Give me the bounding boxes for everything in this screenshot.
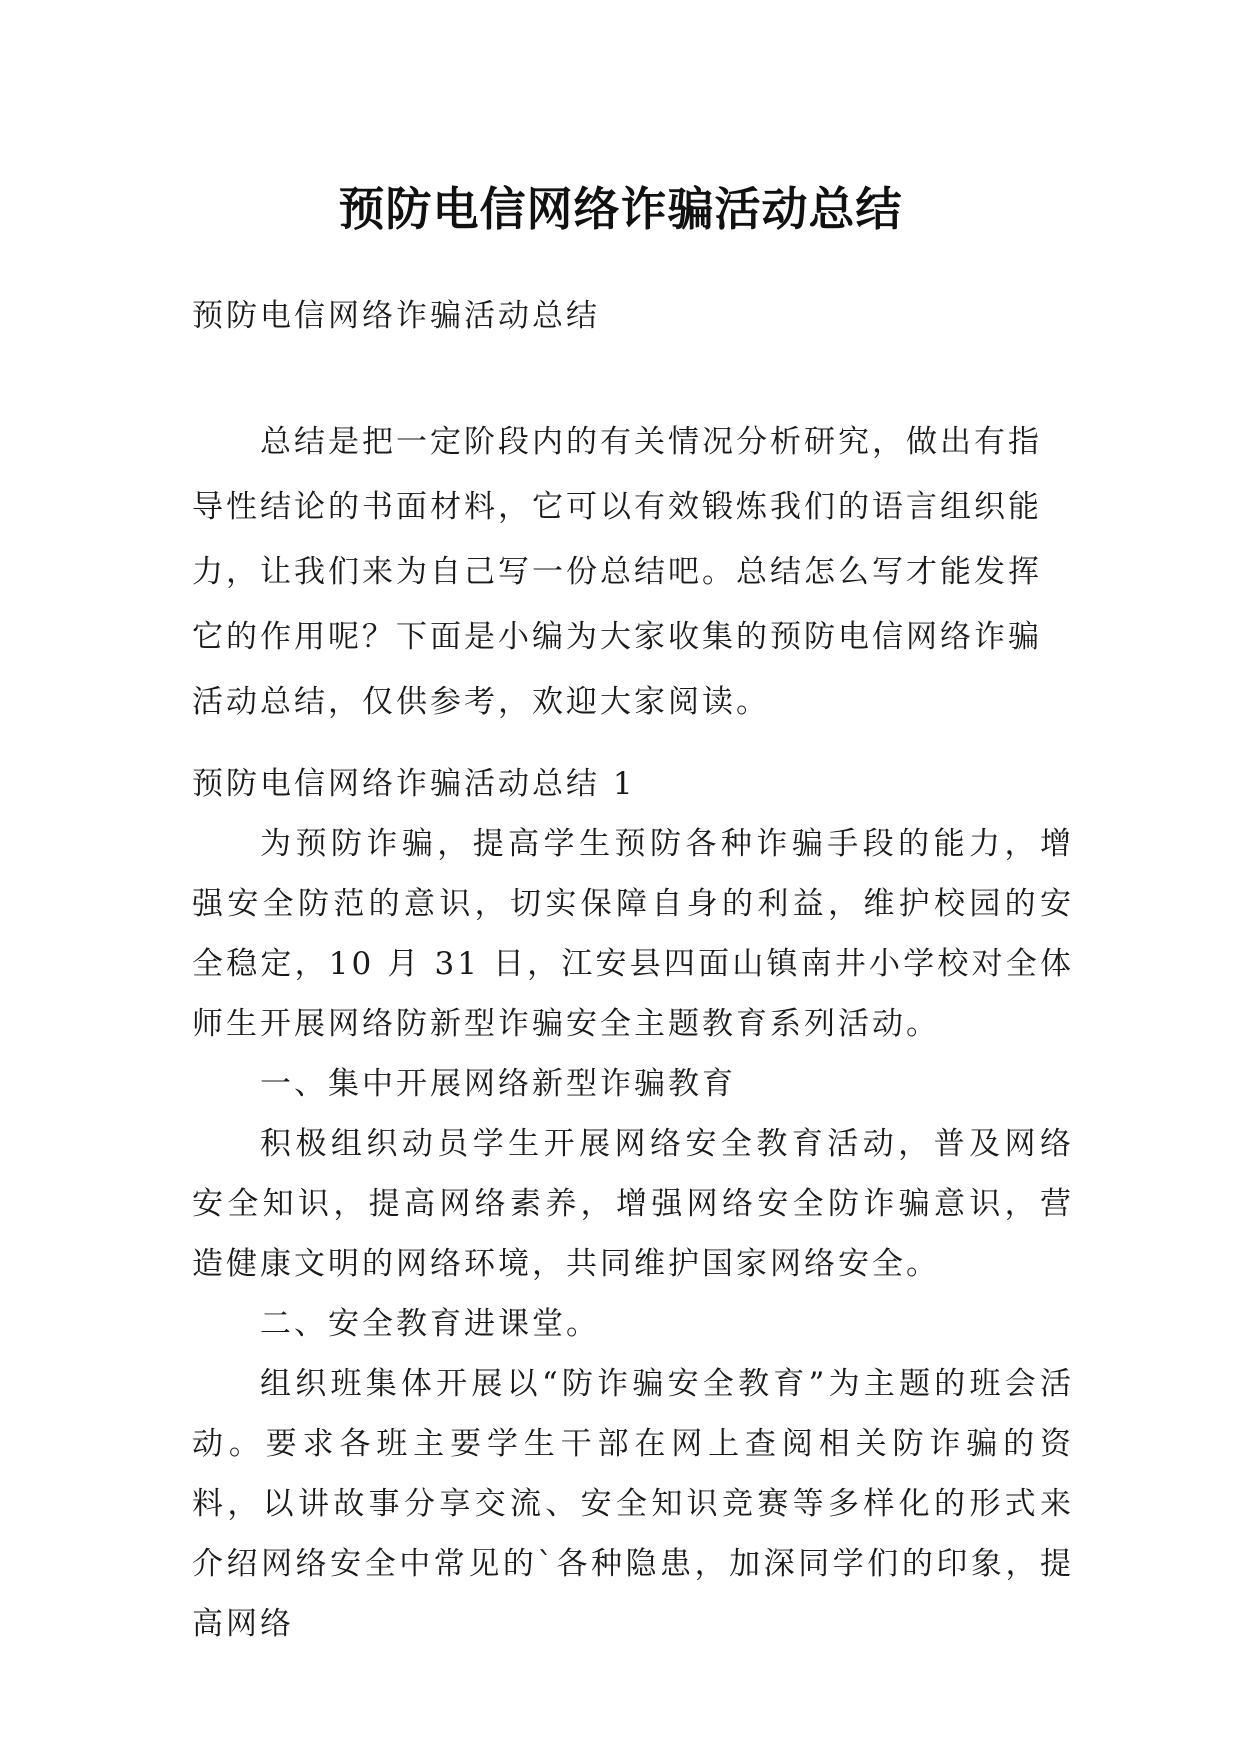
document-title: 预防电信网络诈骗活动总结 [338,181,903,236]
section-heading: 预防电信网络诈骗活动总结 1 [192,766,636,802]
intro-paragraph: 总结是把一定阶段内的有关情况分析研究，做出有指导性结论的书面材料，它可以有效锻炼我们的语言组织能力，让我们来为自己写一份总结吧。总结怎么写才能发挥它的作用呢？下面是小编为大家收集的预防电信网络诈骗活动总结，仅供参考，欢迎大家阅读。 [192,424,1042,720]
body-paragraph-1: 为预防诈骗，提高学生预防各种诈骗手段的能力，增强安全防范的意识，切实保障自身的利益，维护校园的安全稳定，10 月 31 日，江安县四面山镇南井小学校对全体师生开展网络防新型诈骗安全主题教育系列活动。 [192,826,1074,1042]
document-subtitle: 预防电信网络诈骗活动总结 [192,298,600,334]
body-paragraph-3: 组织班集体开展以“防诈骗安全教育”为主题的班会活动。要求各班主要学生干部在网上查阅相关防诈骗的资料，以讲故事分享交流、安全知识竞赛等多样化的形式来介绍网络安全中常见的`各种隐患，加深同学们的印象，提高网络 [192,1366,1074,1642]
subheading-1: 一、集中开展网络新型诈骗教育 [260,1066,736,1102]
subheading-2: 二、安全教育进课堂。 [260,1306,600,1342]
body-paragraph-2: 积极组织动员学生开展网络安全教育活动，普及网络安全知识，提高网络素养，增强网络安全防诈骗意识，营造健康文明的网络环境，共同维护国家网络安全。 [192,1126,1074,1282]
section-body [192,814,1074,1654]
